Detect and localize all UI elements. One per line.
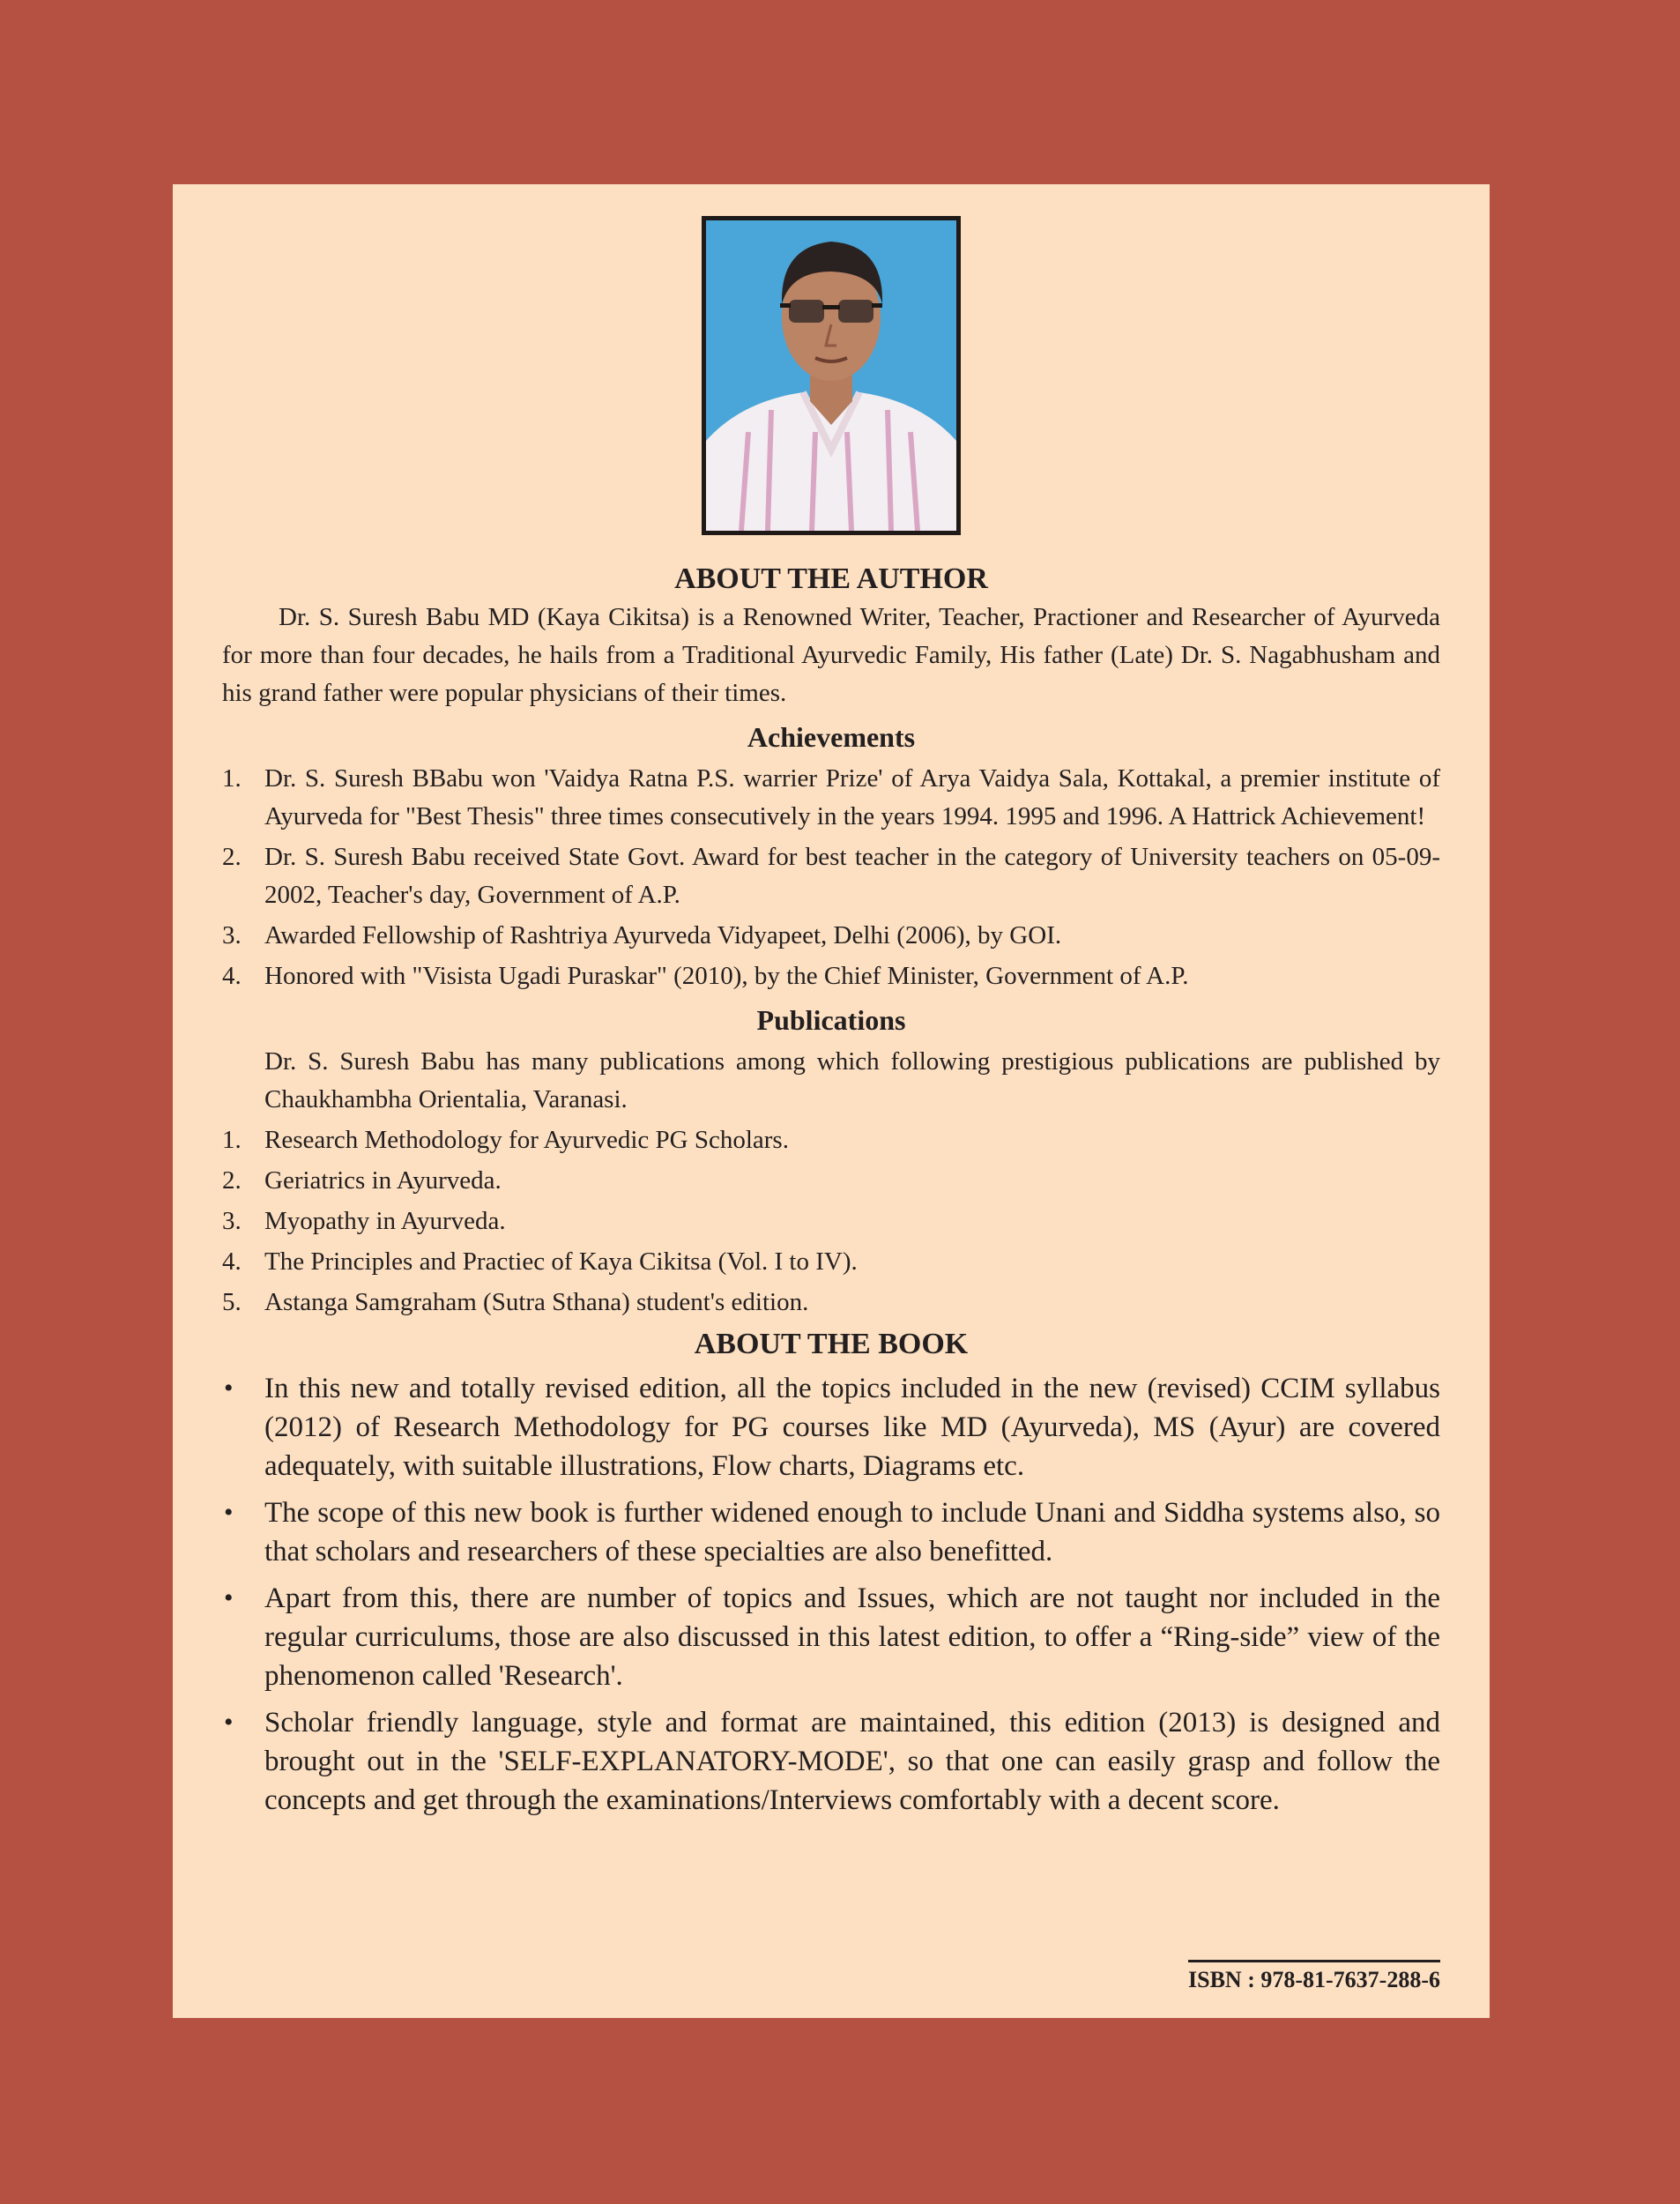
- item-number: 3.: [222, 1207, 242, 1235]
- list-item: [222, 1703, 1440, 1820]
- item-number: 5.: [222, 1288, 242, 1316]
- list-item: [222, 760, 1440, 836]
- list-item: [222, 917, 1440, 955]
- item-text: Apart from this, there are number of topics and Issues, which are not taught nor included in the regular curriculums, those are also discussed in this latest edition, to offer a “Ring-side” view of the phenomenon called 'Research'.: [264, 1582, 1440, 1692]
- author-photo: [702, 216, 961, 535]
- list-item: [222, 1162, 1440, 1200]
- bullet-icon: •: [224, 1583, 234, 1612]
- author-bio: Dr. S. Suresh Babu MD (Kaya Cikitsa) is a Renowned Writer, Teacher, Practioner and Researcher of Ayurveda for more than four decades, he hails from a Traditional Ayurvedic Family, His father (Late) Dr. S. Nagabhusham and his grand father were popular physicians of their times.: [222, 603, 1440, 707]
- list-item: [222, 1369, 1440, 1485]
- list-item: [222, 1579, 1440, 1695]
- item-text: Astanga Samgraham (Sutra Sthana) student's edition.: [264, 1288, 809, 1316]
- about-book-heading: ABOUT THE BOOK: [694, 1328, 969, 1360]
- item-number: 2.: [222, 843, 242, 871]
- item-text: Scholar friendly language, style and format are maintained, this edition (2013) is designed and brought out in the 'SELF-EXPLANATORY-MODE', so that one can easily grasp and follow the concepts and get through the examinations/Interviews comfortably with a decent score.: [264, 1707, 1440, 1816]
- about-book-list: [222, 1369, 1440, 1820]
- list-item: [222, 1284, 1440, 1322]
- back-cover-panel: [173, 184, 1490, 2018]
- publications-heading: Publications: [756, 1004, 906, 1036]
- about-author-heading: ABOUT THE AUTHOR: [674, 562, 988, 595]
- item-text: Dr. S. Suresh BBabu won 'Vaidya Ratna P.S. warrier Prize' of Arya Vaidya Sala, Kottakal, a premier institute of Ayurveda for "Best Thesis" three times consecutively in the years 1994. 1995 and 1996. A Hattrick Achievement!: [264, 764, 1440, 830]
- item-number: 4.: [222, 962, 242, 990]
- publications-list: [222, 1121, 1440, 1322]
- list-item: [222, 1121, 1440, 1159]
- list-item: [222, 957, 1440, 995]
- item-text: Research Methodology for Ayurvedic PG Scholars.: [264, 1126, 789, 1154]
- list-item: [222, 1243, 1440, 1281]
- list-item: [222, 1203, 1440, 1240]
- publications-intro: Dr. S. Suresh Babu has many publications among which following prestigious publications are published by Chaukhambha Orientalia, Varanasi.: [264, 1047, 1440, 1113]
- item-text: Geriatrics in Ayurveda.: [264, 1166, 502, 1195]
- bullet-icon: •: [224, 1708, 234, 1737]
- achievements-heading: Achievements: [747, 721, 916, 753]
- item-number: 2.: [222, 1166, 242, 1195]
- item-number: 4.: [222, 1247, 242, 1276]
- item-text: The scope of this new book is further widened enough to include Unani and Siddha systems also, so that scholars and researchers of these specialties are also benefitted.: [264, 1497, 1440, 1567]
- isbn-label: ISBN : 978-81-7637-288-6: [1188, 1960, 1440, 1994]
- item-number: 1.: [222, 764, 242, 793]
- item-text: In this new and totally revised edition, all the topics included in the new (revised) CCIM syllabus (2012) of Research Methodology for PG courses like MD (Ayurveda), MS (Ayur) are covered adequately, with suitable illustrations, Flow charts, Diagrams etc.: [264, 1373, 1440, 1482]
- list-item: [222, 1493, 1440, 1571]
- bullet-icon: •: [224, 1498, 234, 1527]
- achievements-list: [222, 760, 1440, 995]
- item-text: Dr. S. Suresh Babu received State Govt. Award for best teacher in the category of University teachers on 05-09-2002, Teacher's day, Government of A.P.: [264, 843, 1440, 909]
- item-text: The Principles and Practiec of Kaya Cikitsa (Vol. I to IV).: [264, 1247, 858, 1276]
- author-portrait-image: [706, 220, 956, 531]
- bullet-icon: •: [224, 1374, 234, 1403]
- list-item: [222, 838, 1440, 914]
- item-text: Awarded Fellowship of Rashtriya Ayurveda Vidyapeet, Delhi (2006), by GOI.: [264, 921, 1062, 949]
- item-number: 1.: [222, 1126, 242, 1154]
- item-text: Honored with "Visista Ugadi Puraskar" (2010), by the Chief Minister, Government of A.P.: [264, 962, 1189, 990]
- item-text: Myopathy in Ayurveda.: [264, 1207, 506, 1235]
- item-number: 3.: [222, 921, 242, 949]
